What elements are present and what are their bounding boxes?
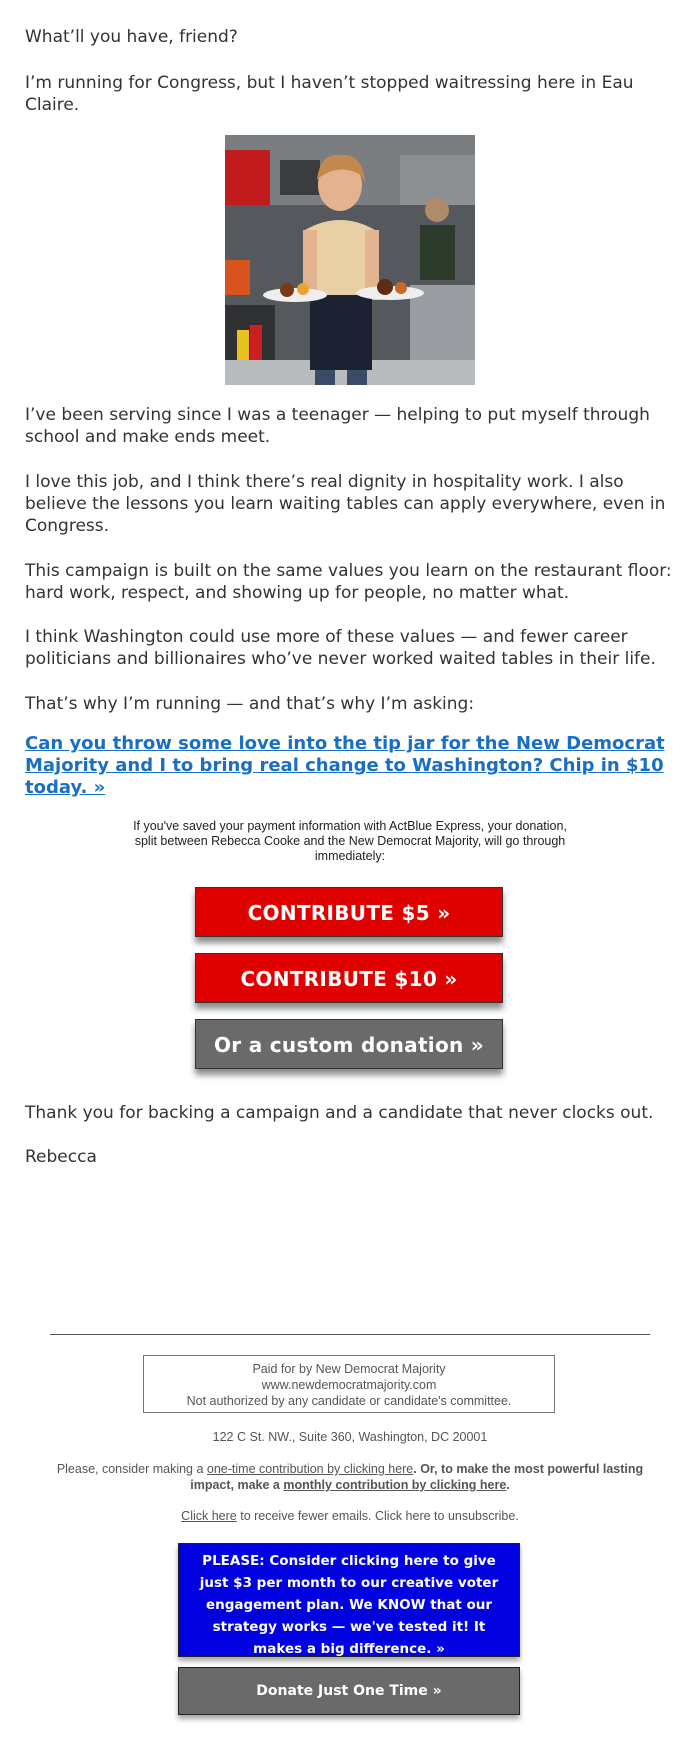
not-authorized-text: Not authorized by any candidate or candidate's committee. <box>186 1394 512 1408</box>
paragraph-washington: I think Washington could use more of these values — and fewer career politicians and billionaires who’ve never worked waited tables in their life. <box>25 627 656 669</box>
monthly-donation-button[interactable]: PLEASE: Consider clicking here to give just $3 per month to our creative voter engagement plan. We KNOW that our strategy works — we've tested it! It makes a big difference. » <box>178 1543 520 1657</box>
contribute-10-button[interactable]: CONTRIBUTE $10 » <box>195 953 503 1003</box>
footer-divider <box>50 1334 650 1335</box>
paragraph-values: This campaign is built on the same values you learn on the restaurant floor: hard work, respect, and showing up for people, no matter what. <box>25 561 672 603</box>
actblue-note: If you've saved your payment information with ActBlue Express, your donation, split between Rebecca Cooke and the New Democrat Majority, will go through immediately: <box>133 819 567 863</box>
paid-for-box <box>143 1355 555 1413</box>
one-time-contribution-link[interactable]: one-time contribution by clicking here <box>206 1462 414 1476</box>
greeting: What’ll you have, friend? <box>25 27 238 47</box>
paragraph-serving: I’ve been serving since I was a teenager — helping to put myself through school and make ends meet. <box>25 405 650 447</box>
paragraph-dignity: I love this job, and I think there’s real dignity in hospitality work. I also believe the lessons you learn waiting tables can apply everywhere, even in Congress. <box>25 472 666 536</box>
tip-jar-link[interactable]: Can you throw some love into the tip jar for the New Democrat Majority and I to bring real change to Washington? Chip in $10 today. » <box>25 733 665 798</box>
contribute-5-button[interactable]: CONTRIBUTE $5 » <box>195 887 503 937</box>
consider-prefix: Please, consider making a <box>56 1462 207 1476</box>
one-time-donation-button[interactable]: Donate Just One Time » <box>178 1667 520 1715</box>
paid-for-text: Paid for by New Democrat Majority <box>252 1362 446 1376</box>
unsubscribe-text[interactable]: to receive fewer emails. Click here to unsubscribe. <box>236 1509 519 1523</box>
consider-mid: . Or, to make the most powerful lasting impact, make a <box>190 1462 644 1492</box>
paragraph-asking: That’s why I’m running — and that’s why I’m asking: <box>25 694 475 714</box>
consider-end: . <box>506 1478 510 1492</box>
fewer-emails-link[interactable]: Click here <box>181 1509 237 1523</box>
contribution-options <box>50 1461 650 1493</box>
candidate-photo <box>225 135 475 385</box>
monthly-contribution-link[interactable]: monthly contribution by clicking here <box>283 1478 507 1492</box>
website-text: www.newdemocratmajority.com <box>261 1378 437 1392</box>
signoff: Rebecca <box>25 1147 97 1167</box>
intro-paragraph: I’m running for Congress, but I haven’t stopped waitressing here in Eau Claire. <box>25 73 634 115</box>
kitchen-photo-illustration <box>225 135 475 385</box>
email-preferences <box>50 1508 650 1524</box>
custom-donation-button[interactable]: Or a custom donation » <box>195 1019 503 1069</box>
thank-you-paragraph: Thank you for backing a campaign and a candidate that never clocks out. <box>25 1103 654 1123</box>
address: 122 C St. NW., Suite 360, Washington, DC 20001 <box>212 1430 488 1444</box>
